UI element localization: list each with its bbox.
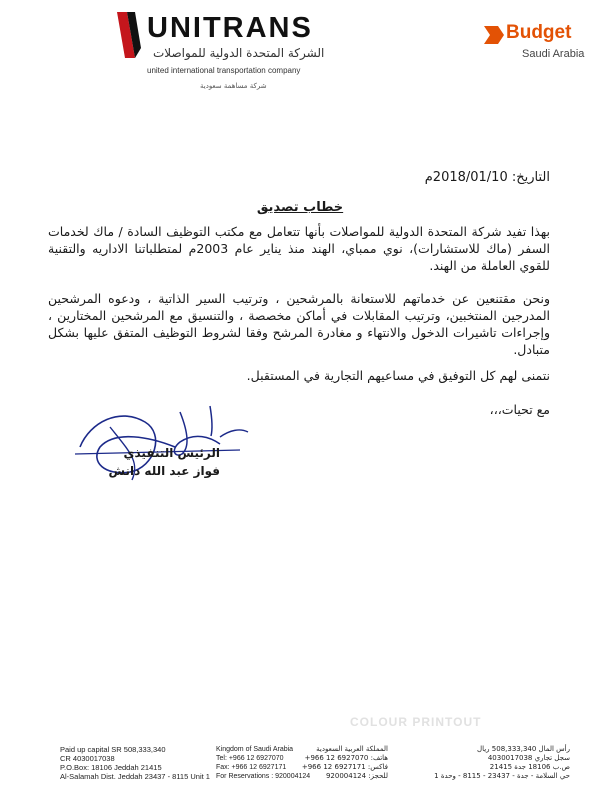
signatory-title: الرئيس التنفيذي — [123, 446, 220, 460]
letter-paragraph-1: بهذا تفيد شركة المتحدة الدولية للمواصلات بأنها تتعامل مع مكتب التوظيف السادة / ماك لخدمات السفر (ماك للاستشارات)، نوي ممباي، الهند منذ يناير عام 2003م لمتطلباتنا الاداريه والتقنية للقوي العاملة من الهند. — [48, 224, 551, 273]
footer-line: CR 4030017038 — [60, 754, 115, 763]
date-label: التاريخ: — [511, 170, 550, 185]
footer-line: For Reservations : 920004124 — [216, 773, 311, 780]
budget-name: Budget — [506, 22, 572, 43]
unitrans-mark-icon — [115, 8, 141, 66]
footer-line: حي السلامة - جدة - 23437 - 8115 - وحدة 1 — [434, 772, 570, 780]
footer-line: Kingdom of Saudi Arabia — [216, 746, 294, 753]
unitrans-name-arabic: الشركة المتحدة الدولية للمواصلات — [153, 46, 325, 60]
colour-printout-stamp: COLOUR PRINTOUT — [350, 715, 482, 729]
footer-line: Fax: +966 12 6927171 — [216, 764, 287, 771]
footer-contact-en — [216, 745, 310, 781]
footer-line: Paid up capital SR 508,333,340 — [60, 745, 166, 754]
footer-line: سجل تجاري 4030017038 — [487, 754, 570, 762]
footer-line: هاتف: 6927070 12 966+ — [304, 754, 388, 762]
unitrans-name: UNITRANS — [147, 12, 313, 44]
budget-logo — [484, 18, 584, 68]
footer-line: P.O.Box: 18106 Jeddah 21415 — [60, 763, 162, 772]
footer-line: رأس المال 508,333,340 ريال — [477, 745, 570, 753]
date-value: 2018/01/10م — [424, 170, 508, 185]
letter-paragraph-2: ونحن مقتنعين عن خدماتهم للاستعانة بالمرشحين ، وترتيب السير الذاتية ، ودعوه المرشحين المدرجين المنتخبين، وترتيب المقابلات في أماكن مخصصة ، والتنسيق مع المرشحين المختارين ، وإجراءات تاشيرات الدخول والانتهاء و مغادرة المرشح وفقا لشروط التوظيف المتفق عليها بشكل متبادل. — [48, 291, 550, 357]
letter-closing: نتمنى لهم كل التوفيق في مساعيهم التجارية في المستقبل. — [246, 368, 550, 383]
footer-company-info-ar — [420, 745, 570, 781]
letter-greeting: مع تحيات،،، — [489, 402, 550, 417]
budget-mark-icon — [484, 26, 504, 44]
footer-line: المملكة العربية السعودية — [316, 745, 388, 753]
unitrans-logo — [115, 8, 325, 98]
footer-line: Tel: +966 12 6927070 — [216, 755, 284, 762]
signatory-name: فواز عبد الله دانش — [108, 464, 220, 478]
footer-line: فاكس: 6927171 12 966+ — [301, 763, 388, 771]
letter-date — [425, 170, 550, 185]
letter-subject: خطاب تصديق — [256, 200, 344, 215]
footer-line: Al-Salamah Dist. Jeddah 23437 - 8115 Unit 1 — [60, 772, 210, 781]
budget-region: Saudi Arabia — [522, 48, 585, 60]
footer-contact-ar — [301, 745, 388, 781]
unitrans-company-type: شركة مساهمة سعودية — [200, 82, 267, 90]
footer-company-info-en — [60, 745, 210, 781]
footer-line: للحجز: 920004124 — [325, 772, 388, 780]
footer-line: ص.ب 18106 جدة 21415 — [489, 763, 570, 771]
unitrans-fullname: united international transportation company — [147, 66, 301, 75]
